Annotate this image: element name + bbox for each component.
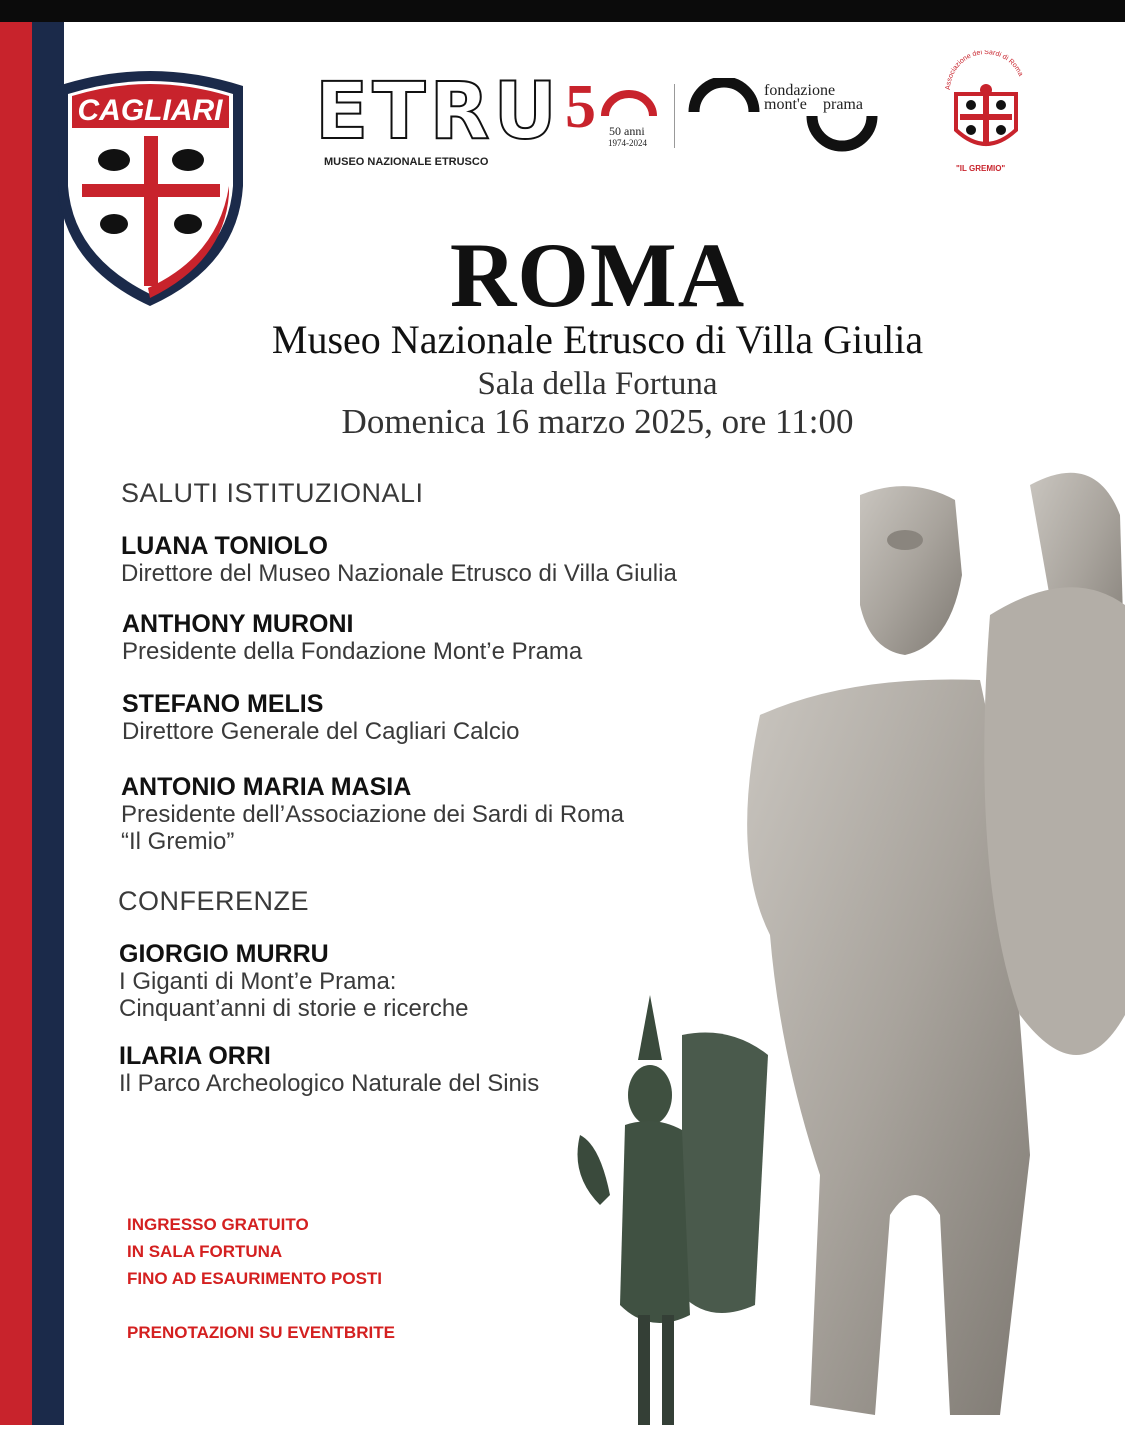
speaker-name: STEFANO MELIS — [122, 690, 324, 718]
event-museum: Museo Nazionale Etrusco di Villa Giulia — [271, 317, 924, 362]
speaker-role: Direttore Generale del Cagliari Calcio — [122, 718, 520, 745]
gremio-label: "IL GREMIO" — [956, 164, 1006, 173]
gremio-ring-text: Associazione dei Sardi di Roma — [944, 50, 1024, 91]
fondazione-line2: mont'e — [764, 96, 807, 113]
fifty-years-logo — [565, 73, 675, 155]
fondazione-line1: fondazione — [764, 82, 836, 99]
event-city-title: ROMA — [449, 224, 746, 326]
fondazione-logo — [688, 78, 878, 158]
fondazione-line3: prama — [823, 96, 863, 113]
speaker-name: ANTHONY MURONI — [122, 610, 354, 638]
event-datetime: Domenica 16 marzo 2025, ore 11:00 — [341, 402, 854, 441]
etru-logo-word: ETRU — [315, 67, 561, 157]
talk-title-continued: Cinquant’anni di storie e ricerche — [119, 995, 469, 1022]
speaker-name: LUANA TONIOLO — [121, 532, 328, 560]
logo-divider — [674, 84, 675, 148]
conferenze-heading: CONFERENZE — [118, 886, 310, 916]
speaker-role: Presidente dell’Associazione dei Sardi di Roma — [121, 801, 624, 828]
fifty-anni: 50 anni — [609, 124, 645, 138]
speaker-name: GIORGIO MURRU — [119, 940, 329, 968]
speaker-role: Direttore del Museo Nazionale Etrusco di Villa Giulia — [121, 560, 677, 587]
info-booking: PRENOTAZIONI SU EVENTBRITE — [127, 1323, 395, 1342]
speaker-name: ILARIA ORRI — [119, 1042, 271, 1070]
event-room: Sala della Fortuna — [477, 366, 718, 402]
info-limited-seats: FINO AD ESAURIMENTO POSTI — [127, 1269, 383, 1288]
speaker-role-continued: “Il Gremio” — [121, 828, 235, 855]
talk-title: I Giganti di Mont’e Prama: — [119, 968, 397, 995]
etru-logo — [315, 67, 561, 182]
gremio-logo — [938, 50, 1034, 180]
etru-logo-label: MUSEO NAZIONALE ETRUSCO — [324, 156, 489, 168]
top-black-bar — [0, 0, 1125, 22]
saluti-heading: SALUTI ISTITUZIONALI — [121, 478, 424, 508]
speaker-name: ANTONIO MARIA MASIA — [121, 773, 412, 801]
info-room: IN SALA FORTUNA — [127, 1242, 283, 1261]
fifty-years: 1974-2024 — [608, 138, 647, 148]
bronze-statuette-image — [570, 995, 770, 1425]
speaker-role: Presidente della Fondazione Mont’e Prama — [122, 638, 583, 665]
cagliari-logo-text: CAGLIARI — [77, 94, 223, 127]
talk-title: Il Parco Archeologico Naturale del Sinis — [119, 1070, 540, 1097]
info-free-entry: INGRESSO GRATUITO — [127, 1215, 309, 1234]
fifty-number: 5 — [565, 73, 596, 141]
